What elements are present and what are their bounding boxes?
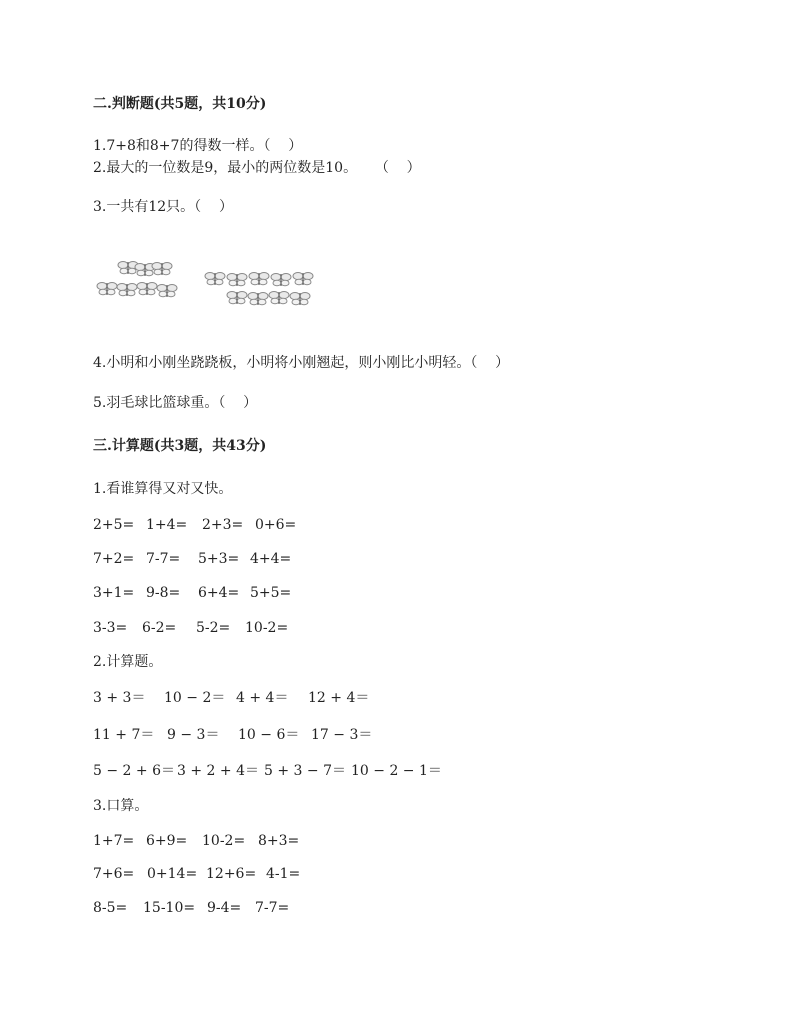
equation: 9 − 3＝ bbox=[167, 727, 220, 743]
question-2-4: 4.小明和小刚坐跷跷板，小明将小刚翘起，则小刚比小明轻。（ ） bbox=[93, 355, 510, 371]
question-2-3: 3.一共有12只。（ ） bbox=[93, 199, 233, 215]
equation: 10 − 6＝ bbox=[238, 727, 300, 743]
equation: 1+4= bbox=[146, 517, 188, 533]
equation: 12+6= bbox=[206, 866, 257, 882]
equation: 2+3= bbox=[202, 517, 244, 533]
equation: 4+4= bbox=[250, 551, 292, 567]
equation: 10 − 2＝ bbox=[164, 690, 226, 706]
question-2-1: 1.7+8和8+7的得数一样。（ ） bbox=[93, 138, 303, 154]
question-2-5: 5.羽毛球比篮球重。（ ） bbox=[93, 395, 258, 411]
equation: 4 + 4＝ bbox=[236, 690, 289, 706]
equation: 7-7= bbox=[255, 900, 290, 916]
equation: 9-4= bbox=[207, 900, 242, 916]
equation: 6-2= bbox=[142, 620, 177, 636]
equation-row bbox=[93, 550, 292, 568]
equation: 5-2= bbox=[196, 620, 231, 636]
equation: 5 + 3 − 7＝ bbox=[264, 763, 346, 779]
section2-heading: 二.判断题(共5题，共10分) bbox=[93, 96, 267, 112]
equation: 3+1= bbox=[93, 585, 135, 601]
equation: 8+3= bbox=[258, 833, 300, 849]
butterflies-illustration bbox=[95, 252, 325, 312]
equation: 6+9= bbox=[146, 833, 188, 849]
equation: 3-3= bbox=[93, 620, 128, 636]
equation: 4-1= bbox=[266, 866, 301, 882]
equation-row bbox=[93, 726, 373, 744]
equation: 6+4= bbox=[198, 585, 240, 601]
equation: 10-2= bbox=[202, 833, 246, 849]
equation: 0+6= bbox=[255, 517, 297, 533]
equation: 17 − 3＝ bbox=[311, 727, 373, 743]
question-3-1-title: 1.看谁算得又对又快。 bbox=[93, 481, 233, 497]
equation: 5 − 2 + 6＝ bbox=[93, 763, 175, 779]
equation: 5+5= bbox=[250, 585, 292, 601]
equation: 11 + 7＝ bbox=[93, 727, 155, 743]
equation: 10-2= bbox=[245, 620, 289, 636]
equation: 7-7= bbox=[146, 551, 181, 567]
equation: 1+7= bbox=[93, 833, 135, 849]
equation-row bbox=[93, 832, 300, 850]
question-2-2: 2.最大的一位数是9，最小的两位数是10。 （ ） bbox=[93, 160, 421, 176]
equation: 9-8= bbox=[146, 585, 181, 601]
equation: 15-10= bbox=[143, 900, 196, 916]
equation: 3 + 2 + 4＝ bbox=[177, 763, 259, 779]
section3-heading: 三.计算题(共3题，共43分) bbox=[93, 438, 267, 454]
equation: 12 + 4＝ bbox=[308, 690, 370, 706]
equation-row bbox=[93, 516, 297, 534]
equation: 7+6= bbox=[93, 866, 135, 882]
equation: 10 − 2 − 1＝ bbox=[351, 763, 442, 779]
question-3-3-title: 3.口算。 bbox=[93, 798, 149, 814]
equation-row bbox=[93, 865, 301, 883]
equation: 2+5= bbox=[93, 517, 135, 533]
equation-row bbox=[93, 762, 442, 780]
equation: 8-5= bbox=[93, 900, 128, 916]
equation-row bbox=[93, 584, 292, 602]
equation: 3 + 3＝ bbox=[93, 690, 146, 706]
equation: 7+2= bbox=[93, 551, 135, 567]
question-3-2-title: 2.计算题。 bbox=[93, 654, 163, 670]
equation: 0+14= bbox=[147, 866, 198, 882]
equation-row bbox=[93, 899, 290, 917]
equation-row bbox=[93, 689, 370, 707]
equation: 5+3= bbox=[198, 551, 240, 567]
equation-row bbox=[93, 619, 289, 637]
